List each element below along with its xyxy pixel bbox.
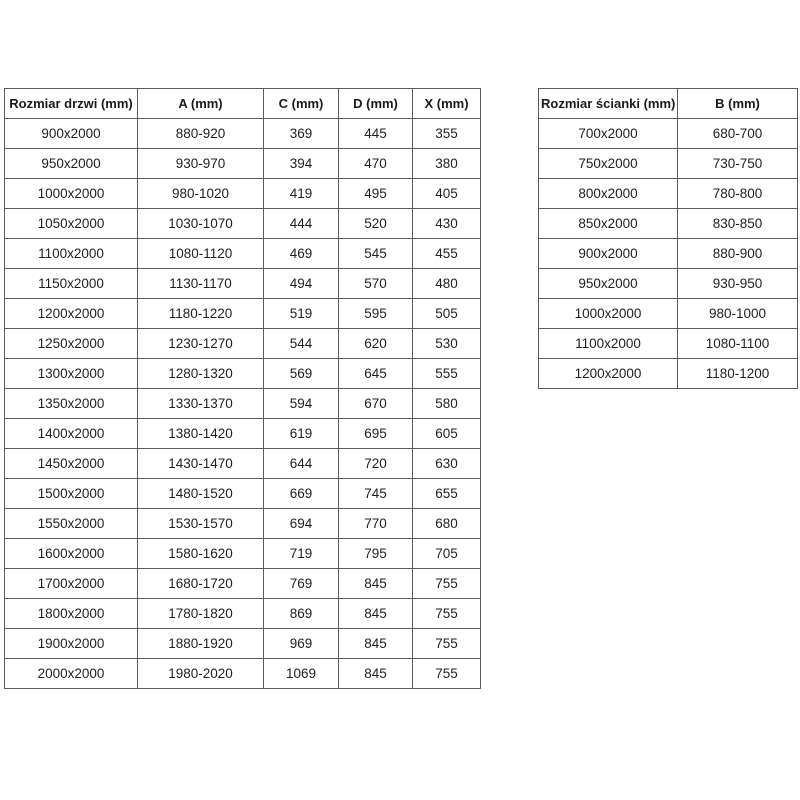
- table-cell: 1100x2000: [539, 329, 678, 359]
- table-cell: 630: [413, 449, 481, 479]
- table-cell: 755: [413, 629, 481, 659]
- table-cell: 1700x2000: [5, 569, 138, 599]
- table-cell: 845: [339, 629, 413, 659]
- table-cell: 605: [413, 419, 481, 449]
- table-cell: 1100x2000: [5, 239, 138, 269]
- table-cell: 2000x2000: [5, 659, 138, 689]
- table-cell: 830-850: [678, 209, 798, 239]
- table-cell: 845: [339, 659, 413, 689]
- table-cell: 1550x2000: [5, 509, 138, 539]
- table-row: [539, 299, 798, 329]
- table-cell: 1069: [264, 659, 339, 689]
- table-row: [5, 269, 481, 299]
- table-cell: 1300x2000: [5, 359, 138, 389]
- column-header: Rozmiar ścianki (mm): [539, 89, 678, 119]
- table-cell: 930-970: [138, 149, 264, 179]
- table-cell: 1900x2000: [5, 629, 138, 659]
- table-row: [5, 449, 481, 479]
- table-row: [5, 509, 481, 539]
- table-cell: 730-750: [678, 149, 798, 179]
- table-row: [539, 119, 798, 149]
- table-cell: 745: [339, 479, 413, 509]
- table-cell: 1430-1470: [138, 449, 264, 479]
- table-cell: 755: [413, 569, 481, 599]
- table-cell: 980-1020: [138, 179, 264, 209]
- table-row: [5, 179, 481, 209]
- wall-size-table-header: [539, 89, 798, 119]
- table-cell: 755: [413, 599, 481, 629]
- table-cell: 850x2000: [539, 209, 678, 239]
- table-row: [5, 389, 481, 419]
- table-cell: 1980-2020: [138, 659, 264, 689]
- table-cell: 620: [339, 329, 413, 359]
- table-row: [5, 239, 481, 269]
- table-cell: 1880-1920: [138, 629, 264, 659]
- table-cell: 1000x2000: [539, 299, 678, 329]
- header-row: [539, 89, 798, 119]
- table-cell: 1350x2000: [5, 389, 138, 419]
- table-cell: 845: [339, 569, 413, 599]
- table-row: [539, 269, 798, 299]
- table-row: [539, 329, 798, 359]
- table-cell: 880-900: [678, 239, 798, 269]
- table-cell: 470: [339, 149, 413, 179]
- table-cell: 669: [264, 479, 339, 509]
- column-header: D (mm): [339, 89, 413, 119]
- table-row: [539, 239, 798, 269]
- door-size-table-body: [5, 119, 481, 689]
- door-size-table-header: [5, 89, 481, 119]
- table-row: [5, 419, 481, 449]
- table-cell: 644: [264, 449, 339, 479]
- table-cell: 1080-1100: [678, 329, 798, 359]
- table-cell: 1200x2000: [5, 299, 138, 329]
- table-cell: 505: [413, 299, 481, 329]
- table-cell: 545: [339, 239, 413, 269]
- table-cell: 655: [413, 479, 481, 509]
- table-cell: 1200x2000: [539, 359, 678, 389]
- table-row: [539, 359, 798, 389]
- table-cell: 1000x2000: [5, 179, 138, 209]
- table-cell: 845: [339, 599, 413, 629]
- table-cell: 1380-1420: [138, 419, 264, 449]
- table-cell: 700x2000: [539, 119, 678, 149]
- table-cell: 900x2000: [5, 119, 138, 149]
- table-cell: 1230-1270: [138, 329, 264, 359]
- table-cell: 720: [339, 449, 413, 479]
- door-size-table: [4, 88, 481, 689]
- table-cell: 1180-1200: [678, 359, 798, 389]
- table-cell: 900x2000: [539, 239, 678, 269]
- table-cell: 1480-1520: [138, 479, 264, 509]
- table-cell: 369: [264, 119, 339, 149]
- table-cell: 880-920: [138, 119, 264, 149]
- table-cell: 680: [413, 509, 481, 539]
- table-cell: 469: [264, 239, 339, 269]
- table-cell: 1330-1370: [138, 389, 264, 419]
- table-cell: 1130-1170: [138, 269, 264, 299]
- table-cell: 950x2000: [539, 269, 678, 299]
- table-row: [5, 569, 481, 599]
- table-cell: 770: [339, 509, 413, 539]
- table-cell: 530: [413, 329, 481, 359]
- column-header: C (mm): [264, 89, 339, 119]
- table-cell: 1800x2000: [5, 599, 138, 629]
- table-row: [5, 299, 481, 329]
- column-header: X (mm): [413, 89, 481, 119]
- table-cell: 869: [264, 599, 339, 629]
- table-row: [5, 329, 481, 359]
- table-cell: 430: [413, 209, 481, 239]
- table-cell: 680-700: [678, 119, 798, 149]
- table-cell: 405: [413, 179, 481, 209]
- wall-size-table: [538, 88, 798, 389]
- table-cell: 1450x2000: [5, 449, 138, 479]
- table-cell: 670: [339, 389, 413, 419]
- table-cell: 519: [264, 299, 339, 329]
- table-cell: 1600x2000: [5, 539, 138, 569]
- table-cell: 1080-1120: [138, 239, 264, 269]
- table-cell: 1280-1320: [138, 359, 264, 389]
- table-cell: 645: [339, 359, 413, 389]
- table-cell: 969: [264, 629, 339, 659]
- table-cell: 719: [264, 539, 339, 569]
- table-cell: 580: [413, 389, 481, 419]
- table-cell: 595: [339, 299, 413, 329]
- table-cell: 769: [264, 569, 339, 599]
- table-cell: 445: [339, 119, 413, 149]
- table-row: [5, 359, 481, 389]
- table-row: [5, 149, 481, 179]
- table-cell: 750x2000: [539, 149, 678, 179]
- table-cell: 1250x2000: [5, 329, 138, 359]
- table-cell: 555: [413, 359, 481, 389]
- table-cell: 569: [264, 359, 339, 389]
- table-cell: 930-950: [678, 269, 798, 299]
- wall-size-table-body: [539, 119, 798, 389]
- table-cell: 1400x2000: [5, 419, 138, 449]
- table-row: [5, 539, 481, 569]
- table-cell: 494: [264, 269, 339, 299]
- table-cell: 495: [339, 179, 413, 209]
- table-row: [5, 479, 481, 509]
- table-cell: 520: [339, 209, 413, 239]
- table-cell: 695: [339, 419, 413, 449]
- table-cell: 1500x2000: [5, 479, 138, 509]
- table-cell: 1030-1070: [138, 209, 264, 239]
- table-cell: 795: [339, 539, 413, 569]
- table-cell: 570: [339, 269, 413, 299]
- table-cell: 980-1000: [678, 299, 798, 329]
- table-cell: 594: [264, 389, 339, 419]
- table-cell: 780-800: [678, 179, 798, 209]
- table-row: [5, 629, 481, 659]
- table-cell: 1680-1720: [138, 569, 264, 599]
- table-cell: 355: [413, 119, 481, 149]
- table-cell: 419: [264, 179, 339, 209]
- table-row: [539, 209, 798, 239]
- table-cell: 1780-1820: [138, 599, 264, 629]
- table-cell: 1150x2000: [5, 269, 138, 299]
- table-cell: 619: [264, 419, 339, 449]
- column-header: Rozmiar drzwi (mm): [5, 89, 138, 119]
- table-cell: 1180-1220: [138, 299, 264, 329]
- table-cell: 444: [264, 209, 339, 239]
- table-cell: 394: [264, 149, 339, 179]
- table-cell: 705: [413, 539, 481, 569]
- table-cell: 1530-1570: [138, 509, 264, 539]
- column-header: B (mm): [678, 89, 798, 119]
- table-row: [539, 149, 798, 179]
- table-cell: 1580-1620: [138, 539, 264, 569]
- table-cell: 480: [413, 269, 481, 299]
- column-header: A (mm): [138, 89, 264, 119]
- table-cell: 1050x2000: [5, 209, 138, 239]
- table-cell: 950x2000: [5, 149, 138, 179]
- table-cell: 694: [264, 509, 339, 539]
- table-row: [539, 179, 798, 209]
- table-row: [5, 209, 481, 239]
- table-cell: 755: [413, 659, 481, 689]
- table-cell: 544: [264, 329, 339, 359]
- table-cell: 380: [413, 149, 481, 179]
- table-cell: 800x2000: [539, 179, 678, 209]
- table-row: [5, 659, 481, 689]
- header-row: [5, 89, 481, 119]
- table-row: [5, 119, 481, 149]
- table-row: [5, 599, 481, 629]
- table-cell: 455: [413, 239, 481, 269]
